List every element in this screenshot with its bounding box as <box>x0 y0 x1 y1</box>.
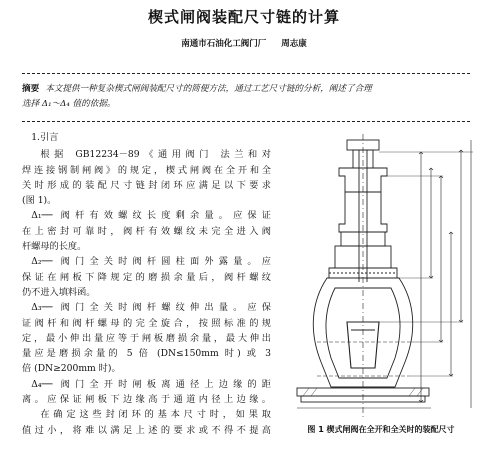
abstract <box>22 82 470 112</box>
body-text <box>22 130 271 438</box>
body-line: 值过小，将难以满足上述的要求或不得不提高 <box>22 424 271 436</box>
abstract-line: 选择 Δ₁～Δ₄ 值的依据。 <box>22 99 116 109</box>
author-affiliation: 南通市石油化工阀门厂 <box>181 39 267 49</box>
body-line: 杆螺母的长度。 <box>22 241 87 253</box>
body-line: 在确定这些封闭环的基本尺寸时，如果取 <box>40 409 271 421</box>
body-line: (图 1)。 <box>22 195 57 207</box>
body-line: 保证在闸板下降规定的磨损余量后，阀杆螺纹 <box>22 271 271 283</box>
body-line: 关时形成的装配尺寸链封闭环应满足以下要求 <box>22 179 271 191</box>
gate-valve-drawing <box>281 132 481 422</box>
paper-title: 楔式闸阀装配尺寸链的计算 <box>147 8 340 26</box>
body-line: Δ₂── 阀门全关时阀杆圆柱面外露量。应 <box>31 256 271 268</box>
section-heading: 1.引言 <box>31 132 59 143</box>
body-line: Δ₁── 阀杆有效螺纹长度剩余量。应保证 <box>31 210 271 222</box>
body-line: 倍 (DN≥200mm 时)。 <box>22 363 121 375</box>
author-name: 周志康 <box>281 39 307 49</box>
body-line: Δ₃── 阀门全关时阀杆螺纹伸出量。应保 <box>31 302 271 314</box>
abstract-line: 本文提供一种复杂楔式闸阀装配尺寸的简便方法，通过工艺尺寸链的分析，阐述了合理 <box>45 84 372 94</box>
body-line: 证阀杆和阀杆螺母的完全旋合，按照标准的规 <box>22 317 271 329</box>
figure-caption: 图 1 楔式闸阀在全开和全关时的装配尺寸 <box>307 425 455 434</box>
body-line: 根据 GB12234－89《通用阀门 法兰和对 <box>40 149 271 161</box>
body-line: 仍不进入填料函。 <box>22 286 96 298</box>
abstract-label: 摘要 <box>22 84 40 94</box>
body-line: 在上密封可靠时，阀杆有效螺纹未完全进入阀 <box>22 225 271 237</box>
bottom-divider <box>22 121 470 122</box>
body-line: Δ₄── 阀门全开时闸板离通径上边缘的距 <box>31 378 271 390</box>
body-line: 离。应保证闸板下边缘高于通道内径上边缘。 <box>22 394 271 406</box>
body-line: 定，最小伸出量应等于闸板磨损余量，最大伸出 <box>22 332 271 344</box>
body-line: 焊连接钢制闸阀》的规定，楔式闸阀在全开和全 <box>22 164 271 176</box>
body-line: 量应是磨损余量的 5 倍 (DN≤150mm 时) 或 3 <box>22 348 271 360</box>
authors-line <box>0 37 488 49</box>
top-divider <box>22 73 470 74</box>
